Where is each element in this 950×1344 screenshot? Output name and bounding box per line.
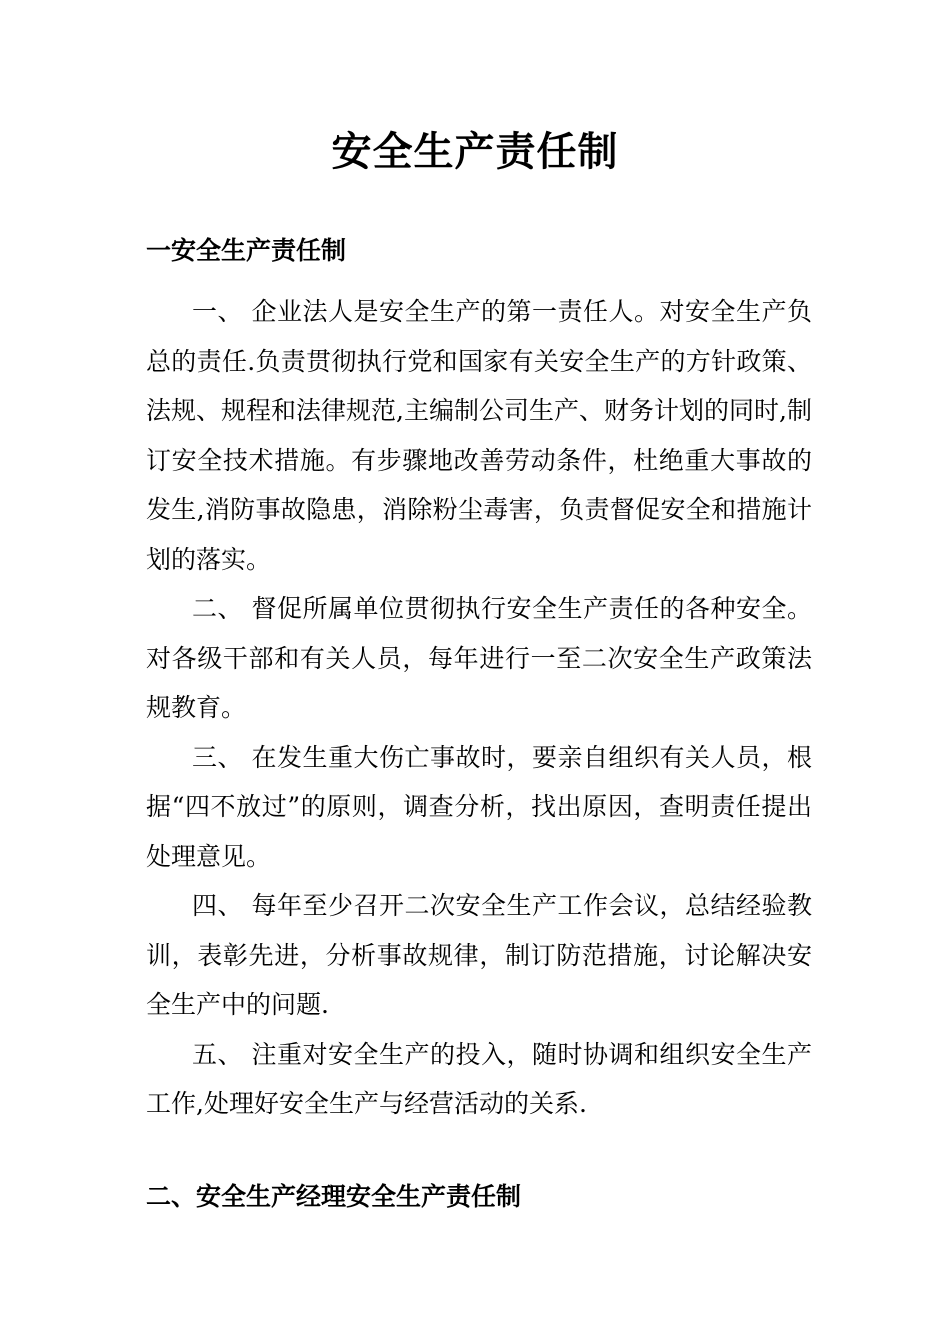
section-1-body bbox=[146, 287, 812, 1129]
paragraph-5: 五、 注重对安全生产的投入，随时协调和组织安全生产工作,处理好安全生产与经营活动的关系. bbox=[146, 1039, 812, 1118]
paragraph-2: 二、 督促所属单位贯彻执行安全生产责任的各种安全。对各级干部和有关人员，每年进行一至二次安全生产政策法规教育。 bbox=[146, 594, 812, 722]
paragraph-4: 四、 每年至少召开二次安全生产工作会议，总结经验教训，表彰先进，分析事故规律，制订防范措施，讨论解决安全生产中的问题. bbox=[146, 891, 812, 1019]
paragraph-3: 三、 在发生重大伤亡事故时，要亲自组织有关人员，根据“四不放过”的原则，调查分析，找出原因，查明责任提出处理意见。 bbox=[146, 742, 812, 871]
section-heading-1: 一安全生产责任制 bbox=[146, 236, 347, 265]
document-title: 安全生产责任制 bbox=[331, 128, 619, 175]
paragraph-1: 一、 企业法人是安全生产的第一责任人。对安全生产负总的责任.负责贯彻执行党和国家有关安全生产的方针政策、法规、规程和法律规范,主编制公司生产、财务计划的同时,制订安全技术措施。有步骤地改善劳动条件，杜绝重大事故的发生,消防事故隐患，消除粉尘毒害，负责督促安全和措施计划的落实。 bbox=[146, 297, 812, 574]
section-heading-2: 二、安全生产经理安全生产责任制 bbox=[146, 1182, 522, 1211]
